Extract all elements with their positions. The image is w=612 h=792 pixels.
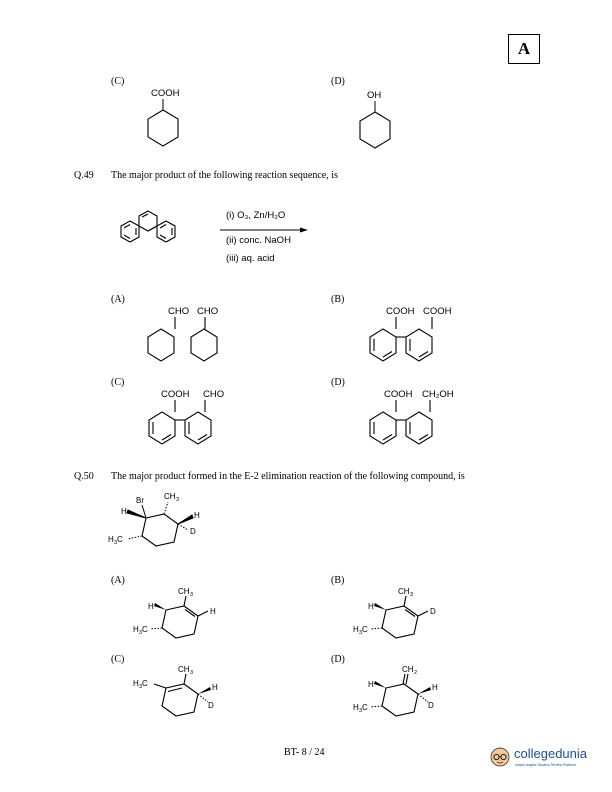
q48-c-group-text: COOH — [151, 88, 180, 99]
q50-reactant-structure — [108, 488, 218, 560]
svg-text:H: H — [432, 683, 438, 692]
q49-b-group1: COOH — [386, 306, 415, 317]
svg-text:CH: CH — [164, 492, 176, 501]
q50-option-c-structure — [130, 662, 230, 726]
q49-option-a-structure — [135, 300, 245, 380]
q49-a-group1: CHO — [168, 306, 190, 317]
svg-text:3: 3 — [114, 540, 118, 546]
q49-a-group2: CHO — [197, 306, 219, 317]
q49-option-b-label: (B) — [331, 294, 345, 305]
svg-text:3: 3 — [410, 592, 414, 598]
q49-option-a-label: (A) — [111, 294, 125, 305]
q50-option-d-label: (D) — [331, 654, 345, 665]
svg-text:H: H — [353, 625, 359, 634]
svg-text:CH: CH — [178, 665, 190, 674]
svg-text:2: 2 — [414, 670, 418, 676]
q49-c-group2: CHO — [203, 389, 225, 400]
page-number: BT- 8 / 24 — [284, 747, 325, 758]
svg-text:CH: CH — [398, 587, 410, 596]
q49-option-c-label: (C) — [111, 377, 125, 388]
q50-option-c-label: (C) — [111, 654, 125, 665]
svg-text:C: C — [362, 625, 368, 634]
reagent-2: (ii) conc. NaOH — [226, 235, 291, 246]
svg-text:CH: CH — [402, 665, 414, 674]
q50-option-a-label: (A) — [111, 575, 125, 586]
svg-text:H: H — [194, 511, 200, 520]
q49-option-d-label: (D) — [331, 377, 345, 388]
svg-text:H: H — [133, 679, 139, 688]
q49-question-text: The major product of the following reaction sequence, is — [111, 170, 338, 181]
svg-text:3: 3 — [190, 592, 194, 598]
q49-number: Q.49 — [74, 170, 94, 181]
q48-option-c-structure — [130, 84, 200, 154]
q50-number: Q.50 — [74, 471, 94, 482]
logo-mascot-icon — [488, 743, 512, 769]
collegedunia-logo — [488, 743, 608, 773]
q48-option-c-label: (C) — [111, 76, 125, 87]
reaction-arrow — [220, 226, 310, 234]
svg-text:D: D — [208, 701, 214, 710]
svg-text:D: D — [430, 607, 436, 616]
svg-text:H: H — [368, 602, 374, 611]
svg-text:H: H — [121, 507, 127, 516]
svg-text:C: C — [142, 679, 148, 688]
svg-text:3: 3 — [139, 684, 143, 690]
q48-option-d-label: (D) — [331, 76, 345, 87]
svg-text:H: H — [133, 625, 139, 634]
phenanthrene-structure — [110, 196, 210, 260]
q49-d-group2: CH₂OH — [422, 389, 454, 400]
q49-option-d-structure — [356, 383, 486, 463]
svg-text:3: 3 — [139, 630, 143, 636]
q50-option-d-structure — [350, 662, 450, 726]
svg-text:CH: CH — [178, 587, 190, 596]
q49-b-group2: COOH — [423, 306, 452, 317]
svg-text:C: C — [362, 703, 368, 712]
svg-text:H: H — [148, 602, 154, 611]
svg-text:H: H — [212, 683, 218, 692]
reagent-3: (iii) aq. acid — [226, 253, 275, 264]
q50-option-b-structure — [350, 584, 450, 648]
svg-text:C: C — [117, 535, 123, 544]
svg-text:3: 3 — [359, 630, 363, 636]
svg-text:C: C — [142, 625, 148, 634]
q48-d-group-text: OH — [367, 90, 382, 101]
q49-option-b-structure — [356, 300, 476, 380]
q49-option-c-structure — [135, 383, 255, 463]
set-code-box: A — [508, 34, 540, 64]
svg-text:H: H — [368, 680, 374, 689]
svg-text:H: H — [108, 535, 114, 544]
q48-option-d-structure — [340, 84, 410, 154]
logo-tagline: India's largest Student Review Platform — [515, 763, 576, 767]
reagent-1: (i) O₃, Zn/H₂O — [226, 210, 286, 221]
svg-text:3: 3 — [359, 708, 363, 714]
svg-text:D: D — [190, 527, 196, 536]
q50-option-a-structure — [130, 584, 225, 648]
svg-text:D: D — [428, 701, 434, 710]
svg-text:H: H — [353, 703, 359, 712]
q49-d-group1: COOH — [384, 389, 413, 400]
q49-c-group1: COOH — [161, 389, 190, 400]
logo-name: collegedunia — [514, 746, 588, 761]
svg-text:Br: Br — [136, 496, 144, 505]
q50-option-b-label: (B) — [331, 575, 345, 586]
q50-question-text: The major product formed in the E-2 elimination reaction of the following compound, is — [111, 471, 465, 482]
svg-text:H: H — [210, 607, 216, 616]
svg-text:3: 3 — [190, 670, 194, 676]
svg-text:3: 3 — [176, 497, 180, 503]
